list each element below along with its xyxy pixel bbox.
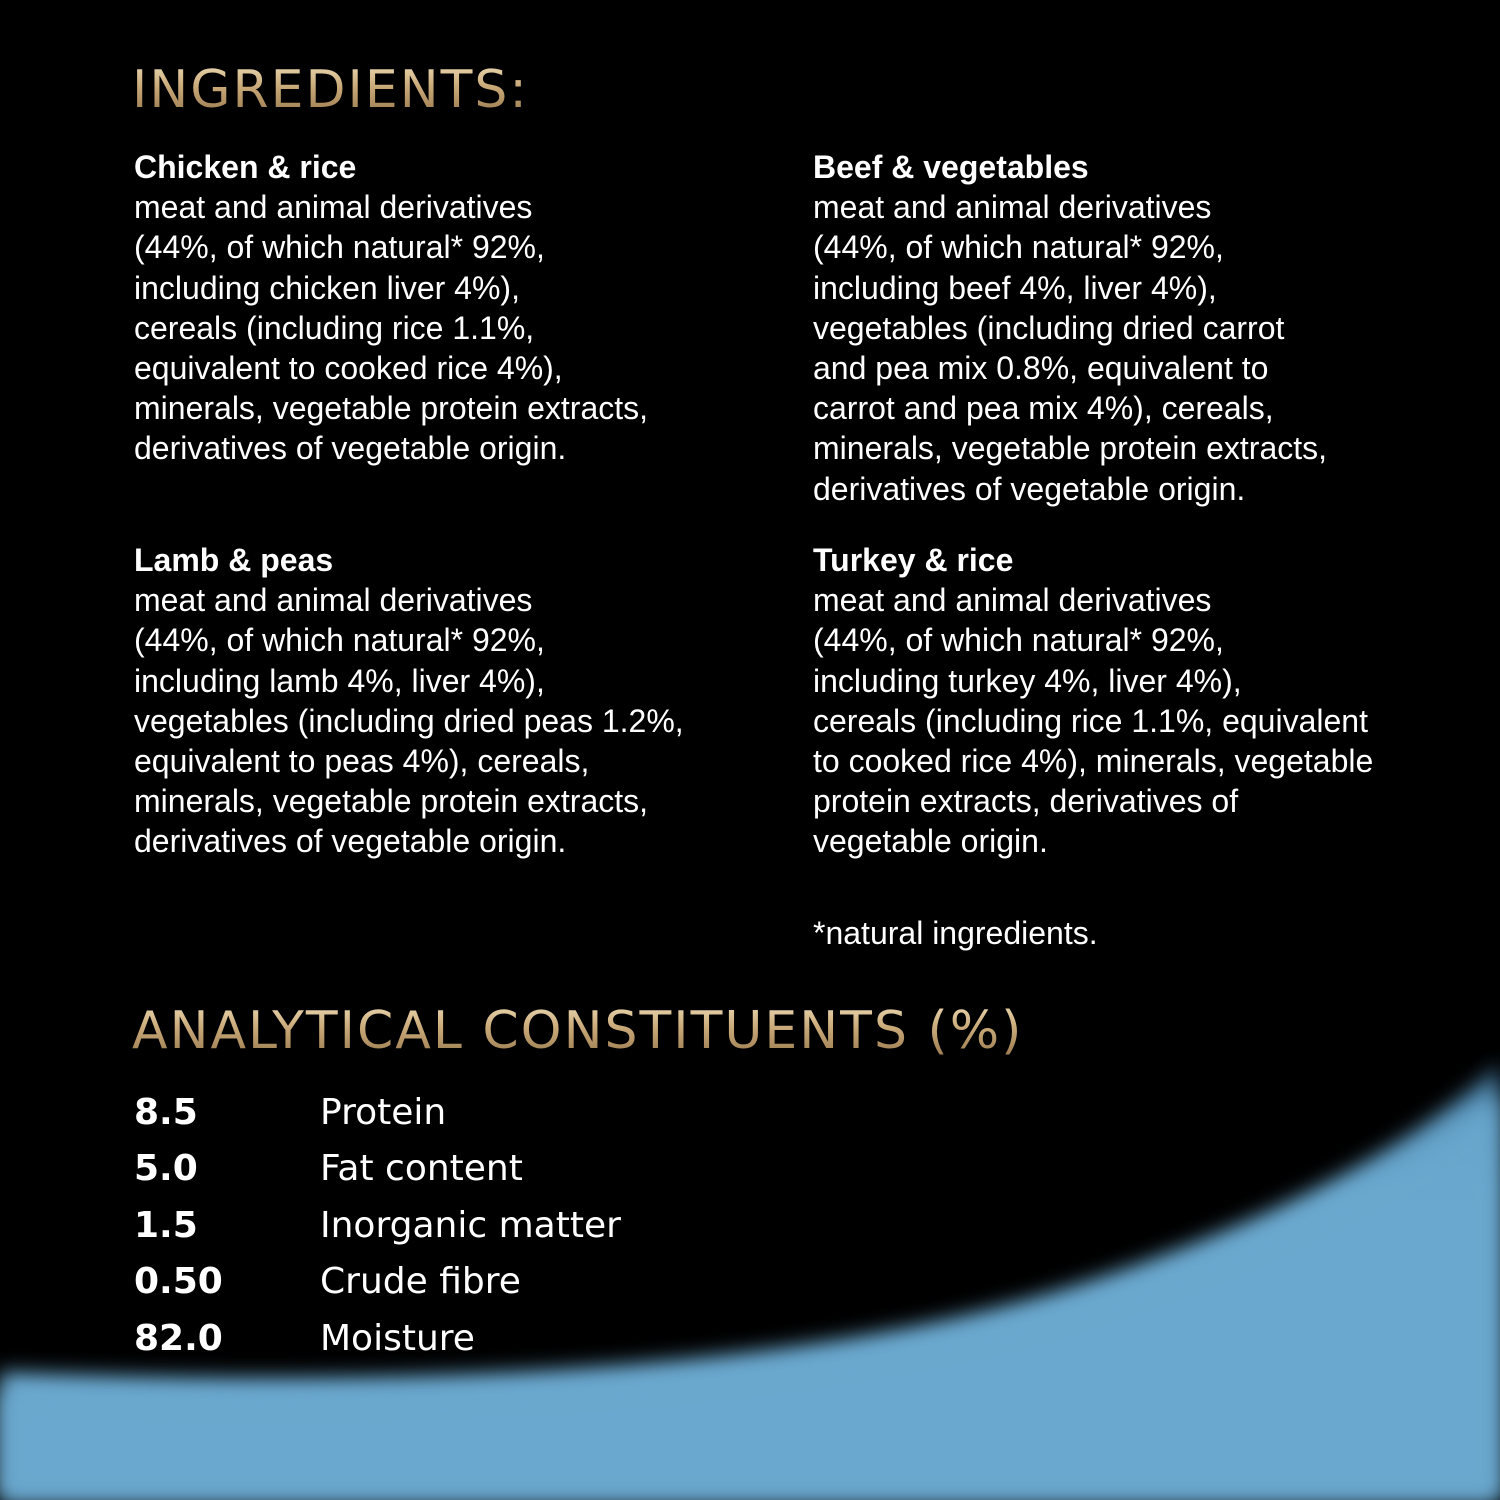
constituent-value: 5.0: [134, 1148, 198, 1190]
recipe-chicken-rice: [134, 147, 648, 469]
recipe-title: Lamb & peas: [134, 542, 334, 578]
recipe-line: carrot and pea mix 4%), cereals,: [813, 390, 1274, 427]
recipe-line: minerals, vegetable protein extracts,: [134, 783, 649, 820]
recipe-line: (44%, of which natural* 92%,: [813, 622, 1224, 659]
natural-ingredients-footnote: *natural ingredients.: [813, 915, 1098, 951]
recipe-line: meat and animal derivatives: [134, 582, 533, 619]
constituent-label: Crude fibre: [320, 1261, 521, 1303]
constituent-value: 82.0: [134, 1317, 223, 1359]
recipe-line: (44%, of which natural* 92%,: [134, 229, 545, 266]
constituent-row-protein: [134, 1085, 621, 1141]
recipe-line: (44%, of which natural* 92%,: [813, 229, 1224, 266]
constituent-label: Moisture: [320, 1317, 475, 1359]
recipe-line: vegetables (including dried carrot: [813, 309, 1285, 346]
recipe-line: meat and animal derivatives: [813, 189, 1212, 226]
constituents-list: [134, 1085, 621, 1367]
recipe-line: including chicken liver 4%),: [134, 269, 520, 306]
recipe-lamb-peas: [134, 540, 684, 862]
recipe-line: derivatives of vegetable origin.: [813, 470, 1246, 507]
recipe-line: equivalent to peas 4%), cereals,: [134, 743, 590, 780]
constituent-value: 0.50: [134, 1261, 223, 1303]
recipe-line: protein extracts, derivatives of: [813, 783, 1239, 820]
recipe-line: to cooked rice 4%), minerals, vegetable: [813, 743, 1374, 780]
recipe-line: derivatives of vegetable origin.: [134, 823, 567, 860]
recipe-beef-vegetables: [813, 147, 1327, 509]
recipe-line: vegetable origin.: [813, 823, 1048, 860]
analytical-constituents-heading: ANALYTICAL CONSTITUENTS (%): [132, 998, 1023, 1064]
constituent-value: 8.5: [134, 1092, 198, 1133]
recipe-line: meat and animal derivatives: [813, 582, 1212, 619]
recipe-line: including turkey 4%, liver 4%),: [813, 662, 1242, 699]
recipe-line: minerals, vegetable protein extracts,: [813, 430, 1328, 467]
recipe-title: Chicken & rice: [134, 149, 357, 185]
recipe-line: and pea mix 0.8%, equivalent to: [813, 350, 1269, 387]
recipe-turkey-rice: [813, 540, 1373, 862]
recipe-line: derivatives of vegetable origin.: [134, 430, 567, 467]
constituent-label: Inorganic matter: [320, 1204, 621, 1246]
recipe-line: cereals (including rice 1.1%, equivalent: [813, 702, 1368, 739]
recipe-line: meat and animal derivatives: [134, 189, 533, 226]
constituent-row-fibre: [134, 1254, 621, 1310]
recipe-line: including beef 4%, liver 4%),: [813, 269, 1217, 306]
constituent-value: 1.5: [134, 1204, 198, 1246]
constituent-label: Protein: [320, 1092, 447, 1133]
constituent-row-fat: [134, 1141, 621, 1197]
constituent-label: Fat content: [320, 1148, 523, 1190]
recipe-title: Turkey & rice: [813, 542, 1014, 578]
recipe-line: minerals, vegetable protein extracts,: [134, 390, 649, 427]
recipe-line: cereals (including rice 1.1%,: [134, 309, 535, 346]
recipe-line: vegetables (including dried peas 1.2%,: [134, 702, 684, 739]
constituent-row-inorganic: [134, 1198, 621, 1254]
recipe-line: including lamb 4%, liver 4%),: [134, 662, 545, 699]
recipe-line: (44%, of which natural* 92%,: [134, 622, 545, 659]
ingredients-heading: INGREDIENTS:: [132, 60, 529, 120]
recipe-line: equivalent to cooked rice 4%),: [134, 350, 563, 387]
recipe-title: Beef & vegetables: [813, 149, 1089, 185]
constituent-row-moisture: [134, 1311, 621, 1367]
